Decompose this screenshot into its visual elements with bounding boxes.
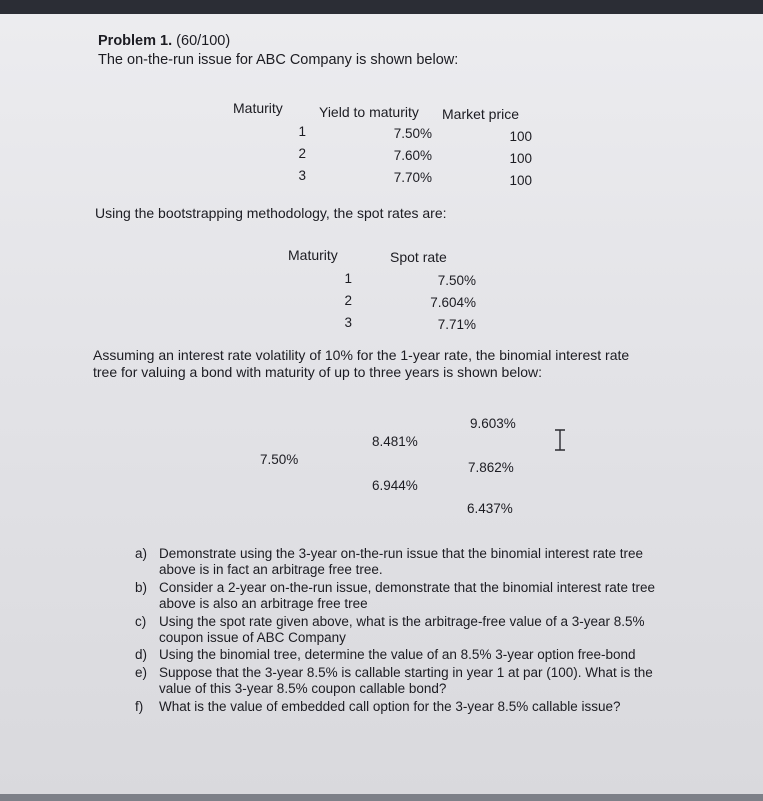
onrun-row3-ytm: 7.70%: [393, 170, 432, 185]
question-b: [135, 580, 655, 613]
bootstrap-text: Using the bootstrapping methodology, the spot rates are:: [95, 205, 447, 221]
onrun-header-ytm: Yield to maturity: [319, 104, 419, 120]
onrun-row2-ytm: 7.60%: [393, 148, 432, 163]
text-cursor-icon: [553, 428, 567, 452]
spot-row3-rate: 7.71%: [437, 317, 476, 332]
question-e-letter: e): [135, 664, 148, 680]
tree-node-y1-down: 6.944%: [372, 478, 418, 493]
tree-node-y1-up: 8.481%: [372, 434, 418, 449]
onrun-row2-price: 100: [509, 151, 532, 166]
bottom-bezel: [0, 794, 763, 801]
question-e: [135, 665, 655, 698]
question-c-text: Using the spot rate given above, what is the arbitrage-free value of a 3-year 8.5% coupon issue of ABC Company: [159, 613, 645, 646]
question-d-text: Using the binomial tree, determine the value of an 8.5% 3-year option free-bond: [159, 647, 636, 663]
question-b-letter: b): [135, 579, 148, 595]
onrun-row3-maturity: 3: [298, 168, 306, 183]
tree-node-y2-uu: 9.603%: [470, 416, 516, 431]
question-a-letter: a): [135, 546, 148, 561]
spot-row3-maturity: 3: [344, 315, 352, 330]
question-a-text: Demonstrate using the 3-year on-the-run issue that the binomial interest rate tree above is in fact an arbitrage free tree.: [159, 546, 644, 578]
question-list: [135, 546, 655, 716]
spot-row2-rate: 7.604%: [430, 295, 476, 310]
problem-score: (60/100): [176, 33, 231, 49]
question-f: [135, 699, 655, 715]
spot-row1-rate: 7.50%: [437, 273, 476, 288]
question-f-letter: f): [135, 698, 144, 714]
spot-header-maturity: Maturity: [288, 247, 338, 263]
spot-row1-maturity: 1: [344, 271, 352, 286]
tree-node-y2-dd: 6.437%: [467, 501, 513, 516]
tree-text-line1: Assuming an interest rate volatility of 10% for the 1-year rate, the binomial interest rate: [93, 347, 630, 363]
problem-intro: The on-the-run issue for ABC Company is shown below:: [98, 52, 459, 68]
question-b-text: Consider a 2-year on-the-run issue, demonstrate that the binomial interest rate tree above is also an arbitrage free tree: [159, 579, 656, 612]
question-a: [135, 546, 655, 579]
question-d-letter: d): [135, 647, 148, 663]
problem-title-label: Problem 1.: [98, 33, 173, 49]
onrun-row1-ytm: 7.50%: [393, 126, 432, 141]
onrun-header-maturity: Maturity: [233, 100, 283, 116]
question-d: [135, 647, 655, 663]
onrun-header-price: Market price: [442, 106, 520, 122]
question-e-text: Suppose that the 3-year 8.5% is callable starting in year 1 at par (100). What is the value of this 3-year 8.5% coupon callable bond?: [159, 664, 653, 697]
question-c-letter: c): [135, 613, 147, 629]
onrun-row2-maturity: 2: [298, 146, 306, 161]
tree-node-y2-ud: 7.862%: [468, 460, 514, 475]
spot-header-spot: Spot rate: [390, 249, 447, 265]
onrun-row1-price: 100: [509, 129, 532, 144]
onrun-row3-price: 100: [509, 173, 532, 188]
question-f-text: What is the value of embedded call option for the 3-year 8.5% callable issue?: [159, 698, 621, 714]
document-page: [0, 14, 763, 794]
question-c: [135, 614, 655, 647]
problem-title: [98, 33, 230, 49]
onrun-row1-maturity: 1: [298, 124, 306, 139]
tree-text-line2: tree for valuing a bond with maturity of up to three years is shown below:: [93, 364, 543, 380]
spot-row2-maturity: 2: [344, 293, 352, 308]
tree-node-root: 7.50%: [260, 452, 299, 467]
